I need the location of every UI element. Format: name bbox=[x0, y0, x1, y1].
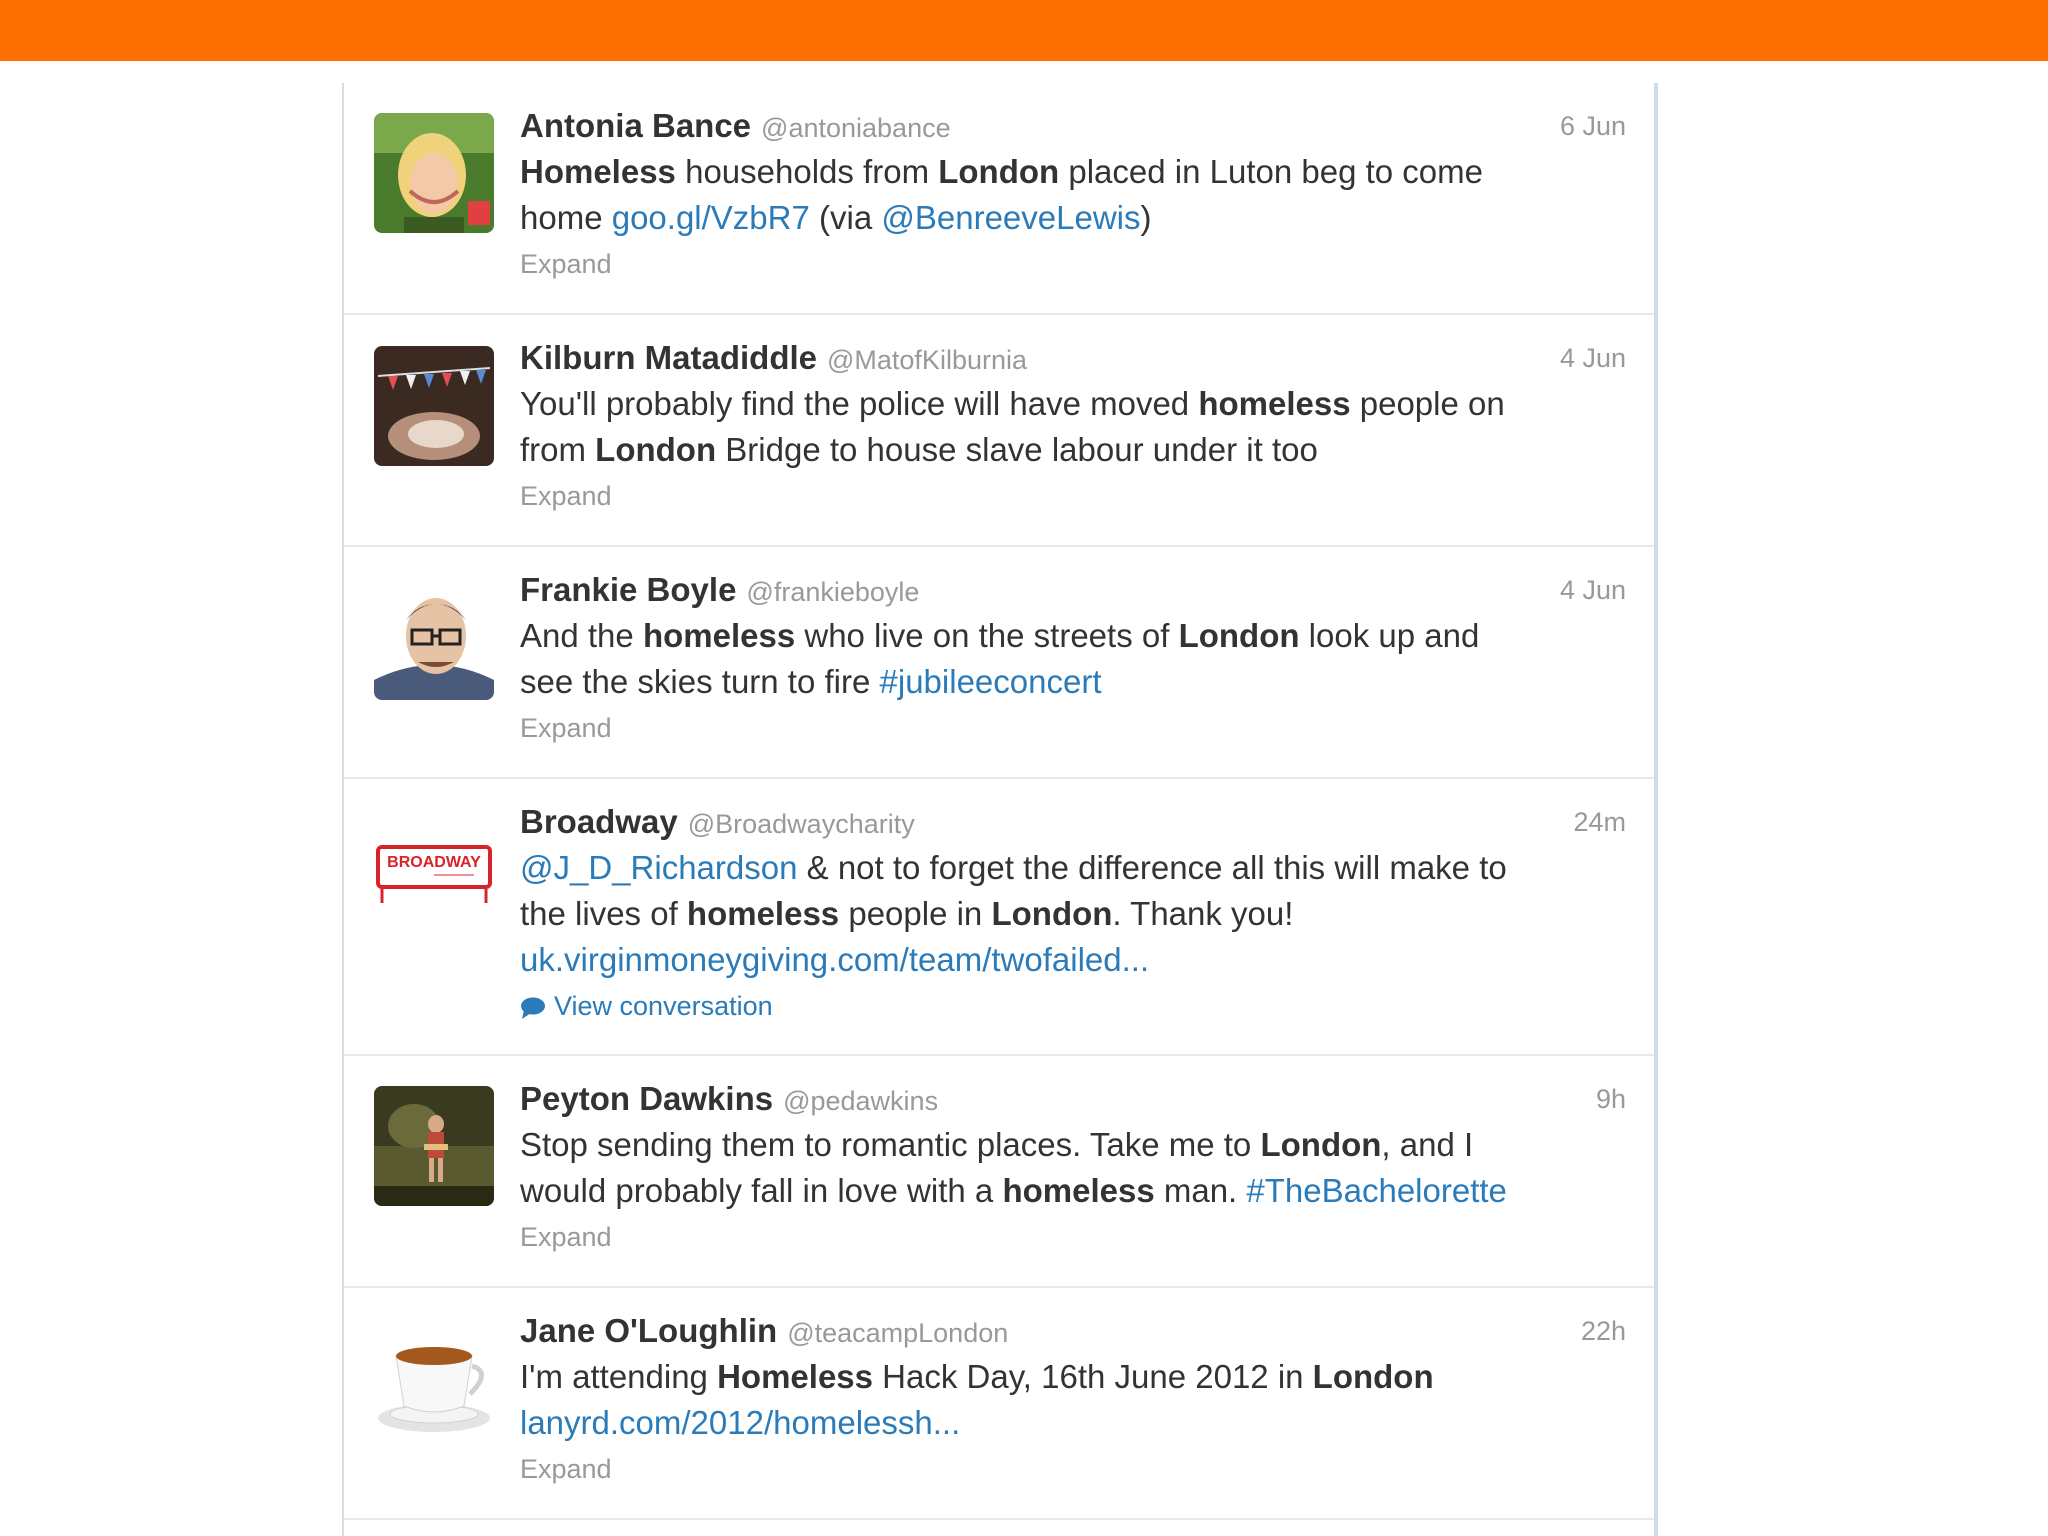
keyword-highlight: London bbox=[1312, 1358, 1434, 1395]
tweet-link[interactable]: goo.gl/VzbR7 bbox=[611, 199, 810, 236]
expand-link[interactable]: Expand bbox=[520, 713, 612, 743]
tweet-text bbox=[520, 1168, 1626, 1214]
text-segment: the lives of bbox=[520, 895, 687, 932]
tweet-item[interactable] bbox=[344, 779, 1654, 1056]
broadway-logo-text: BROADWAY bbox=[387, 854, 481, 871]
tweet-link[interactable]: uk.virginmoneygiving.com/team/twofailed... bbox=[520, 941, 1150, 978]
keyword-highlight: London bbox=[938, 153, 1060, 190]
tweet-item[interactable] bbox=[344, 315, 1654, 547]
expand-link[interactable]: Expand bbox=[520, 1454, 612, 1484]
text-segment: see the skies turn to fire bbox=[520, 663, 880, 700]
view-conversation-label[interactable]: View conversation bbox=[554, 991, 773, 1021]
text-segment: households from bbox=[675, 153, 939, 190]
mention-link[interactable]: @J_D_Richardson bbox=[520, 849, 798, 886]
tweet-item[interactable] bbox=[344, 1056, 1654, 1288]
timestamp[interactable]: 4 Jun bbox=[1559, 343, 1626, 373]
tweet-text bbox=[520, 845, 1626, 891]
tweet-item[interactable] bbox=[344, 83, 1654, 315]
tweet-text bbox=[520, 1122, 1626, 1168]
avatar[interactable] bbox=[374, 580, 494, 700]
avatar[interactable] bbox=[374, 346, 494, 466]
tweet-text bbox=[520, 891, 1626, 937]
expand-link[interactable]: Expand bbox=[520, 481, 612, 511]
text-segment: ) bbox=[1140, 199, 1152, 236]
text-segment: I'm attending bbox=[520, 1358, 718, 1395]
keyword-highlight: London bbox=[991, 895, 1113, 932]
tweet-text bbox=[520, 149, 1626, 195]
tweet-text bbox=[520, 381, 1626, 427]
keyword-highlight: homeless bbox=[1198, 385, 1351, 422]
text-segment: Hack Day, 16th June 2012 in bbox=[873, 1358, 1313, 1395]
text-segment: who live on the streets of bbox=[795, 617, 1179, 654]
text-segment: home bbox=[520, 199, 612, 236]
text-segment: would probably fall in love with a bbox=[520, 1172, 1003, 1209]
avatar[interactable] bbox=[374, 1322, 494, 1442]
tweet-text bbox=[520, 1354, 1626, 1400]
author-name[interactable]: Jane O'Loughlin bbox=[520, 1312, 778, 1349]
author-handle[interactable]: @antoniabance bbox=[761, 113, 951, 143]
keyword-highlight: London bbox=[1178, 617, 1300, 654]
timestamp[interactable]: 22h bbox=[1580, 1316, 1626, 1346]
keyword-highlight: Homeless bbox=[520, 153, 676, 190]
tweet-text bbox=[520, 613, 1626, 659]
avatar[interactable] bbox=[374, 113, 494, 233]
keyword-highlight: homeless bbox=[686, 895, 840, 932]
keyword-highlight: Homeless bbox=[717, 1358, 874, 1395]
author-name[interactable]: Broadway bbox=[520, 803, 678, 840]
author-name[interactable]: Frankie Boyle bbox=[520, 571, 737, 608]
text-segment: look up and bbox=[1299, 617, 1480, 654]
author-handle[interactable]: @frankieboyle bbox=[746, 577, 920, 607]
text-segment: man. bbox=[1154, 1172, 1247, 1209]
text-segment: & not to forget the difference all this will make to bbox=[797, 849, 1507, 886]
tweet-item[interactable] bbox=[344, 1288, 1654, 1520]
view-conversation-link[interactable] bbox=[520, 983, 1626, 1029]
text-segment: from bbox=[520, 431, 596, 468]
keyword-highlight: London bbox=[1260, 1126, 1382, 1163]
timestamp[interactable]: 6 Jun bbox=[1559, 111, 1626, 141]
author-handle[interactable]: @teacampLondon bbox=[787, 1318, 1009, 1348]
hashtag-link[interactable]: #jubileeconcert bbox=[879, 663, 1102, 700]
tweet-text bbox=[520, 937, 1626, 983]
tweet-text bbox=[520, 427, 1626, 473]
tweet-stream bbox=[342, 83, 1658, 1536]
expand-link[interactable]: Expand bbox=[520, 249, 612, 279]
tweet-text bbox=[520, 659, 1626, 705]
author-name[interactable]: Peyton Dawkins bbox=[520, 1080, 774, 1117]
mention-link[interactable]: @BenreeveLewis bbox=[881, 199, 1141, 236]
tweet-link[interactable]: lanyrd.com/2012/homelessh... bbox=[520, 1404, 961, 1441]
text-segment: people in bbox=[839, 895, 992, 932]
author-handle[interactable]: @MatofKilburnia bbox=[827, 345, 1027, 375]
timestamp[interactable]: 4 Jun bbox=[1559, 575, 1626, 605]
text-segment: Stop sending them to romantic places. Take me to bbox=[520, 1126, 1261, 1163]
timestamp[interactable]: 24m bbox=[1573, 807, 1626, 837]
keyword-highlight: London bbox=[595, 431, 717, 468]
expand-link[interactable]: Expand bbox=[520, 1222, 612, 1252]
author-name[interactable]: Antonia Bance bbox=[520, 107, 752, 144]
text-segment: people on bbox=[1350, 385, 1505, 422]
text-segment: (via bbox=[809, 199, 882, 236]
avatar[interactable] bbox=[374, 1086, 494, 1206]
tweet-item[interactable] bbox=[344, 547, 1654, 779]
text-segment: Bridge to house slave labour under it too bbox=[716, 431, 1318, 468]
hashtag-link[interactable]: #TheBachelorette bbox=[1246, 1172, 1507, 1209]
timestamp[interactable]: 9h bbox=[1595, 1084, 1626, 1114]
avatar[interactable] bbox=[374, 813, 494, 933]
tweet-text bbox=[520, 1400, 1626, 1446]
author-handle[interactable]: @Broadwaycharity bbox=[687, 809, 915, 839]
top-bar bbox=[0, 0, 2048, 61]
text-segment: You'll probably find the police will have moved bbox=[520, 385, 1199, 422]
text-segment: placed in Luton beg to come bbox=[1059, 153, 1483, 190]
author-handle[interactable]: @pedawkins bbox=[783, 1086, 939, 1116]
text-segment: , and I bbox=[1381, 1126, 1474, 1163]
keyword-highlight: homeless bbox=[1002, 1172, 1155, 1209]
author-name[interactable]: Kilburn Matadiddle bbox=[520, 339, 817, 376]
speech-bubble-icon bbox=[520, 997, 546, 1019]
keyword-highlight: homeless bbox=[642, 617, 796, 654]
tweet-text bbox=[520, 195, 1626, 241]
text-segment: And the bbox=[520, 617, 643, 654]
text-segment: . Thank you! bbox=[1112, 895, 1294, 932]
